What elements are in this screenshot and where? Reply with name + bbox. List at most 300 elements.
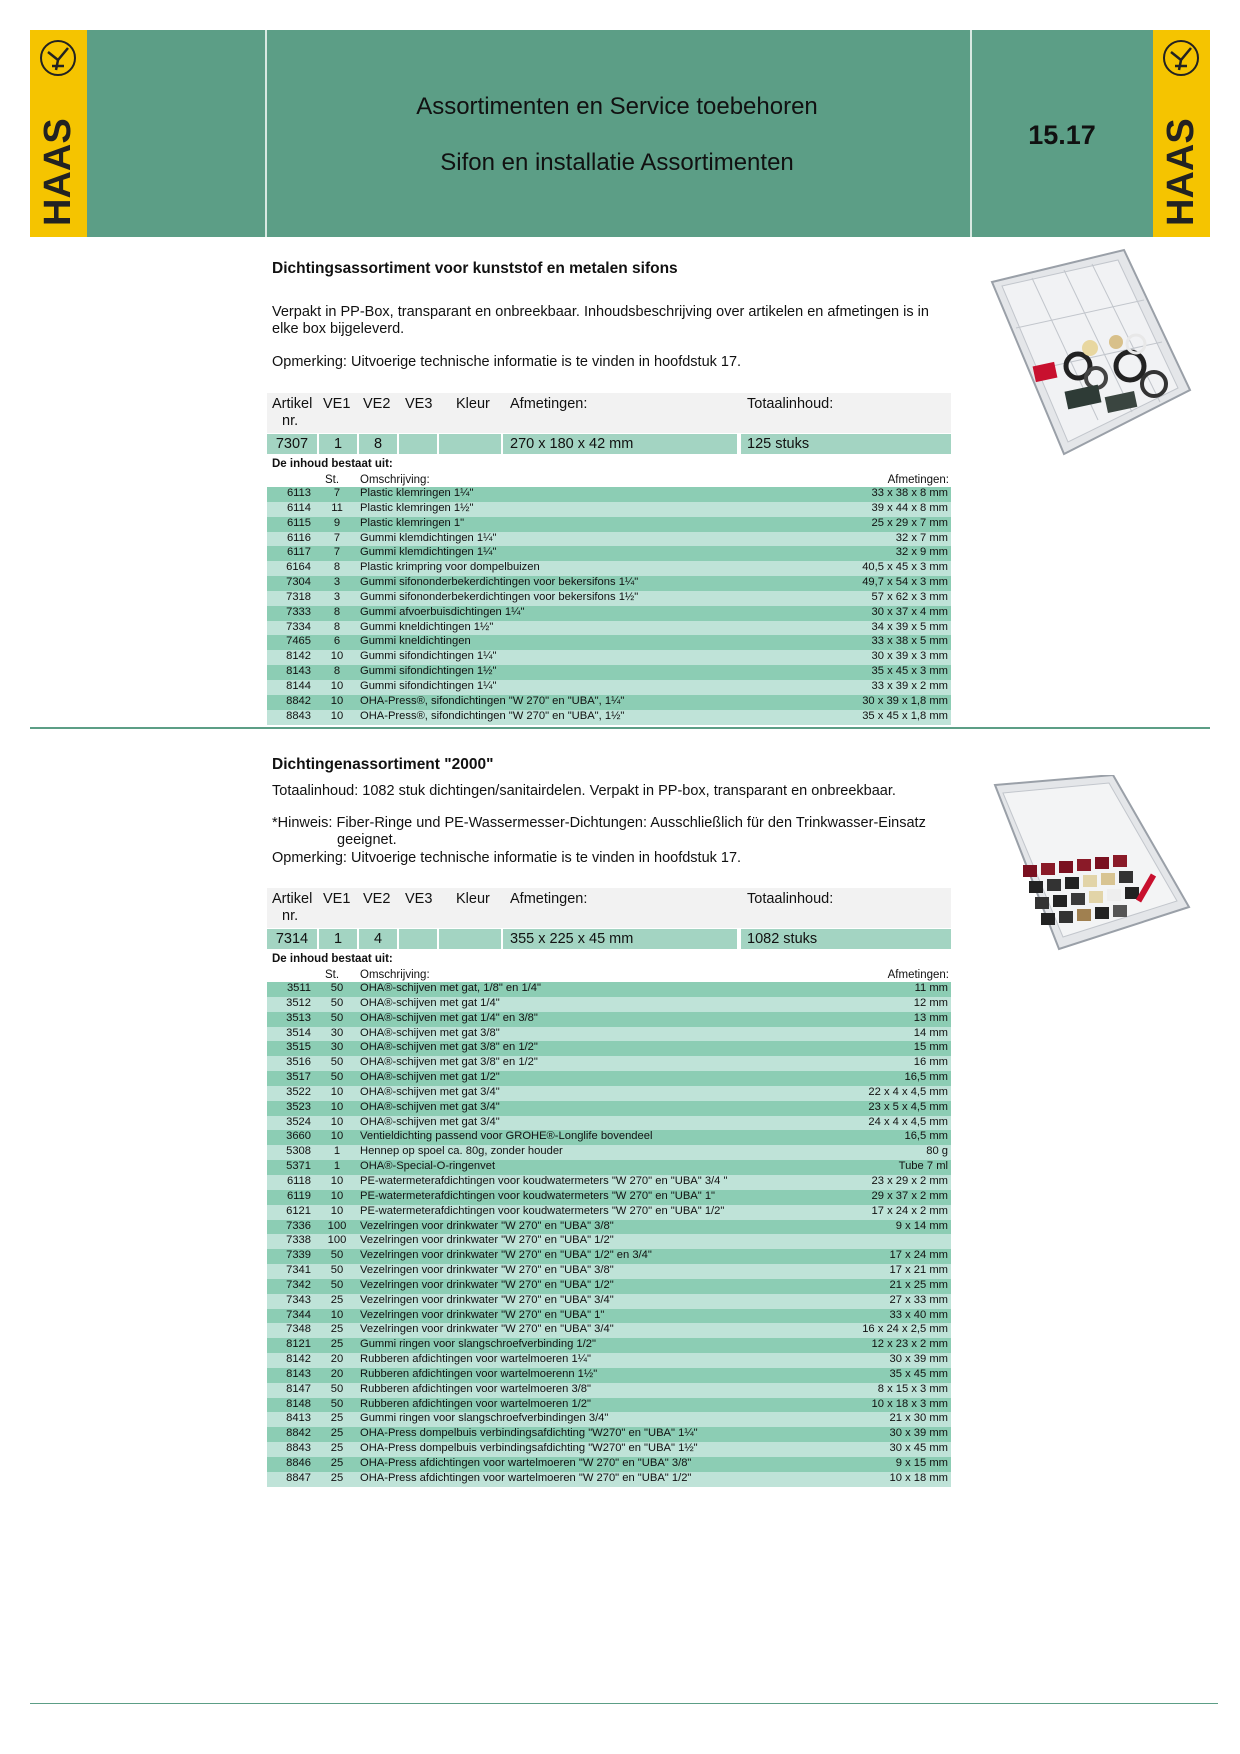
col-ve2: VE2 [363, 891, 391, 907]
item-quantity: 10 [317, 1309, 357, 1324]
item-quantity: 30 [317, 1027, 357, 1042]
spec-header [267, 393, 951, 433]
product-description: Totaalinhoud: 1082 stuk dichtingen/sanitairdelen. Verpakt in PP-box, transparant en onbreekbaar. [272, 783, 896, 799]
col-totaal: Totaalinhoud: [747, 891, 834, 907]
item-number: 8143 [267, 1368, 317, 1383]
item-description: Rubberen afdichtingen voor wartelmoeren 3/8" [357, 1383, 827, 1398]
item-quantity: 8 [317, 606, 357, 621]
product-hint [272, 815, 952, 849]
item-quantity: 11 [317, 502, 357, 517]
item-dimensions: 35 x 45 x 1,8 mm [827, 710, 951, 725]
item-quantity: 10 [317, 1130, 357, 1145]
item-description: Vezelringen voor drinkwater "W 270" en "UBA" 1/2" en 3/4" [357, 1249, 827, 1264]
item-quantity: 50 [317, 1071, 357, 1086]
item-description: Plastic klemringen 1¼" [357, 487, 827, 502]
item-quantity: 25 [317, 1442, 357, 1457]
item-dimensions: 23 x 29 x 2 mm [827, 1175, 951, 1190]
item-description: OHA®-schijven met gat, 1/8" en 1/4" [357, 982, 827, 997]
product-photo-sifon-box [986, 248, 1196, 460]
table-row [267, 1086, 951, 1101]
item-quantity: 50 [317, 1398, 357, 1413]
item-dimensions: 33 x 39 x 2 mm [827, 680, 951, 695]
item-dimensions: 21 x 25 mm [827, 1279, 951, 1294]
item-dimensions: 10 x 18 mm [827, 1472, 951, 1487]
table-row [267, 1249, 951, 1264]
item-number: 3660 [267, 1130, 317, 1145]
item-quantity: 50 [317, 1012, 357, 1027]
table-row [267, 1442, 951, 1457]
item-description: Ventieldichting passend voor GROHE®-Longlife bovendeel [357, 1130, 827, 1145]
item-number: 7318 [267, 591, 317, 606]
item-quantity: 50 [317, 1383, 357, 1398]
item-dimensions: 9 x 15 mm [827, 1457, 951, 1472]
item-dimensions: 49,7 x 54 x 3 mm [827, 576, 951, 591]
item-description: Gummi afvoerbuisdichtingen 1¼" [357, 606, 827, 621]
table-row [267, 1368, 951, 1383]
item-number: 6119 [267, 1190, 317, 1205]
table-row [267, 591, 951, 606]
item-number: 8842 [267, 1427, 317, 1442]
table-row [267, 1101, 951, 1116]
item-quantity: 8 [317, 621, 357, 636]
item-description: Vezelringen voor drinkwater "W 270" en "UBA" 3/8" [357, 1220, 827, 1235]
item-dimensions: Tube 7 ml [827, 1160, 951, 1175]
item-quantity: 3 [317, 591, 357, 606]
item-description: Vezelringen voor drinkwater "W 270" en "UBA" 1/2" [357, 1279, 827, 1294]
item-number: 8847 [267, 1472, 317, 1487]
item-dimensions: 57 x 62 x 3 mm [827, 591, 951, 606]
item-description: OHA-Press dompelbuis verbindingsafdichting "W270" en "UBA" 1½" [357, 1442, 827, 1457]
item-number: 8148 [267, 1398, 317, 1413]
item-description: Gummi kneldichtingen 1½" [357, 621, 827, 636]
spec-artikel: 7307 [267, 434, 317, 454]
item-number: 8142 [267, 1353, 317, 1368]
item-quantity: 10 [317, 1205, 357, 1220]
col-afmetingen: Afmetingen: [887, 969, 949, 981]
item-dimensions: 16 x 24 x 2,5 mm [827, 1323, 951, 1338]
spec-row [267, 929, 951, 949]
item-description: Gummi klemdichtingen 1¼" [357, 546, 827, 561]
item-dimensions: 30 x 45 mm [827, 1442, 951, 1457]
item-number: 3515 [267, 1041, 317, 1056]
item-number: 7339 [267, 1249, 317, 1264]
item-dimensions: 33 x 38 x 8 mm [827, 487, 951, 502]
item-description: OHA®-schijven met gat 1/4" [357, 997, 827, 1012]
page-number: 15.17 [1028, 120, 1096, 150]
spec-header [267, 888, 951, 928]
item-description: OHA®-schijven met gat 3/8" en 1/2" [357, 1056, 827, 1071]
table-row [267, 650, 951, 665]
item-description: PE-watermeterafdichtingen voor koudwatermeters "W 270" en "UBA" 3/4 " [357, 1175, 827, 1190]
item-description: Hennep op spoel ca. 80g, zonder houder [357, 1145, 827, 1160]
product-remark: Opmerking: Uitvoerige technische informatie is te vinden in hoofdstuk 17. [272, 354, 742, 370]
item-number: 8843 [267, 1442, 317, 1457]
item-description: Gummi ringen voor slangschroefverbinding 1/2" [357, 1338, 827, 1353]
item-quantity: 8 [317, 561, 357, 576]
item-dimensions: 27 x 33 mm [827, 1294, 951, 1309]
col-ve1: VE1 [323, 396, 351, 412]
item-quantity: 25 [317, 1338, 357, 1353]
table-row [267, 1027, 951, 1042]
item-description: Plastic klemringen 1" [357, 517, 827, 532]
item-number: 3522 [267, 1086, 317, 1101]
table-row [267, 710, 951, 725]
item-dimensions: 22 x 4 x 4,5 mm [827, 1086, 951, 1101]
item-number: 3523 [267, 1101, 317, 1116]
table-row [267, 532, 951, 547]
table-row [267, 517, 951, 532]
table-row [267, 1012, 951, 1027]
item-number: 8142 [267, 650, 317, 665]
contents-table [267, 487, 951, 725]
table-row [267, 1041, 951, 1056]
table-row [267, 1130, 951, 1145]
col-ve3: VE3 [405, 891, 433, 907]
item-dimensions: 33 x 40 mm [827, 1309, 951, 1324]
contents-table [267, 982, 951, 1487]
item-quantity: 7 [317, 532, 357, 547]
spec-ve1: 1 [319, 929, 357, 949]
col-ve1: VE1 [323, 891, 351, 907]
col-afmetingen: Afmetingen: [510, 891, 588, 907]
item-quantity: 1 [317, 1160, 357, 1175]
table-row [267, 680, 951, 695]
item-number: 5371 [267, 1160, 317, 1175]
item-dimensions: 17 x 24 x 2 mm [827, 1205, 951, 1220]
table-row [267, 1472, 951, 1487]
col-kleur: Kleur [456, 891, 490, 907]
item-quantity: 1 [317, 1145, 357, 1160]
item-description: OHA®-schijven met gat 3/4" [357, 1086, 827, 1101]
item-quantity: 10 [317, 1086, 357, 1101]
item-quantity: 50 [317, 1056, 357, 1071]
item-quantity: 25 [317, 1294, 357, 1309]
item-dimensions: 33 x 38 x 5 mm [827, 635, 951, 650]
spec-totaal: 1082 stuks [741, 929, 951, 949]
item-description: Vezelringen voor drinkwater "W 270" en "UBA" 1" [357, 1309, 827, 1324]
item-number: 7344 [267, 1309, 317, 1324]
table-row [267, 1234, 951, 1249]
item-number: 3512 [267, 997, 317, 1012]
item-number: 7465 [267, 635, 317, 650]
item-dimensions: 32 x 7 mm [827, 532, 951, 547]
hint-line: *Hinweis: Fiber-Ringe und PE-Wassermesser-Dichtungen: Ausschließlich für den Trinkwasser-Einsatz [272, 815, 926, 831]
item-dimensions: 35 x 45 mm [827, 1368, 951, 1383]
item-number: 7348 [267, 1323, 317, 1338]
item-dimensions: 8 x 15 x 3 mm [827, 1383, 951, 1398]
item-quantity: 10 [317, 710, 357, 725]
item-number: 8842 [267, 695, 317, 710]
item-quantity: 10 [317, 1190, 357, 1205]
item-description: Gummi sifondichtingen 1½" [357, 665, 827, 680]
table-row [267, 1145, 951, 1160]
item-dimensions: 21 x 30 mm [827, 1412, 951, 1427]
contents-label: De inhoud bestaat uit: [272, 953, 393, 965]
item-number: 8846 [267, 1457, 317, 1472]
contents-columns [267, 473, 951, 487]
item-number: 7341 [267, 1264, 317, 1279]
section-title: Dichtingenassortiment "2000" [272, 756, 494, 773]
item-quantity: 25 [317, 1457, 357, 1472]
item-dimensions: 14 mm [827, 1027, 951, 1042]
item-description: Gummi sifondichtingen 1¼" [357, 650, 827, 665]
item-dimensions: 30 x 39 x 3 mm [827, 650, 951, 665]
spec-ve2: 8 [359, 434, 397, 454]
item-quantity: 10 [317, 1116, 357, 1131]
item-number: 6113 [267, 487, 317, 502]
item-description: Gummi ringen voor slangschroefverbindingen 3/4" [357, 1412, 827, 1427]
item-quantity: 10 [317, 680, 357, 695]
item-number: 6115 [267, 517, 317, 532]
spec-artikel: 7314 [267, 929, 317, 949]
item-quantity: 25 [317, 1412, 357, 1427]
product-photo-2000-box [993, 775, 1193, 951]
item-quantity: 50 [317, 1279, 357, 1294]
spec-row [267, 434, 951, 454]
item-description: PE-watermeterafdichtingen voor koudwatermeters "W 270" en "UBA" 1" [357, 1190, 827, 1205]
item-dimensions: 12 mm [827, 997, 951, 1012]
table-row [267, 606, 951, 621]
item-number: 6164 [267, 561, 317, 576]
table-row [267, 1427, 951, 1442]
item-quantity: 50 [317, 997, 357, 1012]
table-row [267, 1071, 951, 1086]
item-dimensions: 39 x 44 x 8 mm [827, 502, 951, 517]
logo-wordmark: HAAS [1160, 118, 1202, 226]
item-description: Gummi klemdichtingen 1¼" [357, 532, 827, 547]
item-dimensions: 16,5 mm [827, 1130, 951, 1145]
col-afmetingen: Afmetingen: [887, 474, 949, 486]
col-st: St. [325, 474, 340, 486]
col-artikel: Artikel [272, 396, 313, 412]
table-row [267, 621, 951, 636]
item-quantity: 100 [317, 1234, 357, 1249]
item-description: OHA-Press dompelbuis verbindingsafdichting "W270" en "UBA" 1¼" [357, 1427, 827, 1442]
item-description: Vezelringen voor drinkwater "W 270" en "UBA" 3/4" [357, 1294, 827, 1309]
spec-ve2: 4 [359, 929, 397, 949]
item-quantity: 7 [317, 487, 357, 502]
table-row [267, 1056, 951, 1071]
item-number: 8144 [267, 680, 317, 695]
item-quantity: 20 [317, 1368, 357, 1383]
item-dimensions: 80 g [827, 1145, 951, 1160]
item-description: Vezelringen voor drinkwater "W 270" en "UBA" 3/4" [357, 1323, 827, 1338]
table-row [267, 1205, 951, 1220]
item-quantity: 25 [317, 1427, 357, 1442]
item-number: 7342 [267, 1279, 317, 1294]
item-number: 6117 [267, 546, 317, 561]
item-dimensions: 30 x 39 x 1,8 mm [827, 695, 951, 710]
item-description: OHA®-schijven met gat 3/4" [357, 1116, 827, 1131]
item-dimensions: 13 mm [827, 1012, 951, 1027]
item-description: OHA-Press afdichtingen voor wartelmoeren "W 270" en "UBA" 1/2" [357, 1472, 827, 1487]
col-afmetingen: Afmetingen: [510, 396, 588, 412]
table-row [267, 1175, 951, 1190]
item-description: Gummi sifononderbekerdichtingen voor bekersifons 1¼" [357, 576, 827, 591]
header-divider [265, 30, 267, 237]
item-number: 3511 [267, 982, 317, 997]
item-dimensions: 17 x 21 mm [827, 1264, 951, 1279]
item-number: 3516 [267, 1056, 317, 1071]
table-row [267, 1220, 951, 1235]
item-dimensions: 35 x 45 x 3 mm [827, 665, 951, 680]
contents-label: De inhoud bestaat uit: [272, 458, 393, 470]
item-number: 6121 [267, 1205, 317, 1220]
haas-logo [30, 30, 87, 237]
item-number: 3513 [267, 1012, 317, 1027]
item-quantity: 8 [317, 665, 357, 680]
item-dimensions: 30 x 39 mm [827, 1427, 951, 1442]
product-remark: Opmerking: Uitvoerige technische informatie is te vinden in hoofdstuk 17. [272, 850, 742, 866]
item-number: 8121 [267, 1338, 317, 1353]
table-row [267, 1309, 951, 1324]
item-description: PE-watermeterafdichtingen voor koudwatermeters "W 270" en "UBA" 1/2" [357, 1205, 827, 1220]
table-row [267, 1338, 951, 1353]
spec-ve3 [399, 929, 437, 949]
table-row [267, 1398, 951, 1413]
item-number: 7336 [267, 1220, 317, 1235]
item-dimensions: 10 x 18 x 3 mm [827, 1398, 951, 1413]
item-quantity: 10 [317, 695, 357, 710]
table-row [267, 487, 951, 502]
item-number: 6116 [267, 532, 317, 547]
item-number: 8143 [267, 665, 317, 680]
table-row [267, 1457, 951, 1472]
col-ve3: VE3 [405, 396, 433, 412]
item-number: 5308 [267, 1145, 317, 1160]
table-row [267, 1294, 951, 1309]
item-quantity: 50 [317, 982, 357, 997]
col-nr: nr. [282, 908, 299, 924]
item-dimensions: 25 x 29 x 7 mm [827, 517, 951, 532]
col-artikel: Artikel [272, 891, 313, 907]
item-dimensions: 11 mm [827, 982, 951, 997]
item-description: Gummi sifononderbekerdichtingen voor bekersifons 1½" [357, 591, 827, 606]
item-quantity: 10 [317, 1101, 357, 1116]
page-header [30, 30, 1210, 237]
item-dimensions: 16 mm [827, 1056, 951, 1071]
item-dimensions: 34 x 39 x 5 mm [827, 621, 951, 636]
col-st: St. [325, 969, 340, 981]
item-dimensions: 30 x 39 mm [827, 1353, 951, 1368]
item-dimensions: 12 x 23 x 2 mm [827, 1338, 951, 1353]
item-quantity: 25 [317, 1472, 357, 1487]
item-description: Rubberen afdichtingen voor wartelmoerenn 1½" [357, 1368, 827, 1383]
item-dimensions: 17 x 24 mm [827, 1249, 951, 1264]
table-row [267, 665, 951, 680]
item-number: 3517 [267, 1071, 317, 1086]
item-number: 3514 [267, 1027, 317, 1042]
item-description: OHA®-schijven met gat 1/2" [357, 1071, 827, 1086]
item-description: OHA-Press®, sifondichtingen "W 270" en "UBA", 1½" [357, 710, 827, 725]
item-dimensions: 9 x 14 mm [827, 1220, 951, 1235]
item-number: 7338 [267, 1234, 317, 1249]
table-row [267, 1264, 951, 1279]
item-description: Plastic klemringen 1½" [357, 502, 827, 517]
spec-kleur [439, 929, 501, 949]
item-description: Plastic krimpring voor dompelbuizen [357, 561, 827, 576]
spec-ve3 [399, 434, 437, 454]
item-description: Vezelringen voor drinkwater "W 270" en "UBA" 1/2" [357, 1234, 827, 1249]
item-quantity: 10 [317, 650, 357, 665]
col-kleur: Kleur [456, 396, 490, 412]
item-number: 8413 [267, 1412, 317, 1427]
item-description: OHA®-schijven met gat 3/4" [357, 1101, 827, 1116]
logo-wordmark: HAAS [37, 118, 79, 226]
col-omschrijving: Omschrijving: [360, 474, 430, 486]
header-title: Assortimenten en Service toebehoren [416, 93, 818, 120]
item-description: OHA®-schijven met gat 1/4" en 3/8" [357, 1012, 827, 1027]
contents-columns [267, 968, 951, 982]
spec-totaal: 125 stuks [741, 434, 951, 454]
item-description: Rubberen afdichtingen voor wartelmoeren 1/2" [357, 1398, 827, 1413]
table-row [267, 561, 951, 576]
item-dimensions: 16,5 mm [827, 1071, 951, 1086]
col-totaal: Totaalinhoud: [747, 396, 834, 412]
footer-rule [30, 1703, 1218, 1704]
table-row [267, 1323, 951, 1338]
haas-logo [1153, 30, 1210, 237]
item-number: 7304 [267, 576, 317, 591]
item-quantity: 50 [317, 1249, 357, 1264]
product-description: Verpakt in PP-Box, transparant en onbreekbaar. Inhoudsbeschrijving over artikelen en afmetingen is in elke box bijgeleverd. [272, 304, 929, 337]
table-row [267, 982, 951, 997]
table-row [267, 1279, 951, 1294]
item-description: OHA®-Special-O-ringenvet [357, 1160, 827, 1175]
item-dimensions: 23 x 5 x 4,5 mm [827, 1101, 951, 1116]
item-dimensions: 29 x 37 x 2 mm [827, 1190, 951, 1205]
item-number: 7334 [267, 621, 317, 636]
item-quantity: 50 [317, 1264, 357, 1279]
item-number: 7333 [267, 606, 317, 621]
item-quantity: 3 [317, 576, 357, 591]
section-divider [30, 727, 1210, 729]
spec-ve1: 1 [319, 434, 357, 454]
col-nr: nr. [282, 413, 299, 429]
item-description: OHA®-schijven met gat 3/8" [357, 1027, 827, 1042]
item-dimensions: 32 x 9 mm [827, 546, 951, 561]
item-quantity: 9 [317, 517, 357, 532]
item-dimensions: 24 x 4 x 4,5 mm [827, 1116, 951, 1131]
section-title: Dichtingsassortiment voor kunststof en metalen sifons [272, 260, 678, 277]
item-dimensions: 40,5 x 45 x 3 mm [827, 561, 951, 576]
item-description: Gummi sifondichtingen 1¼" [357, 680, 827, 695]
item-quantity: 7 [317, 546, 357, 561]
table-row [267, 546, 951, 561]
item-quantity: 100 [317, 1220, 357, 1235]
spec-kleur [439, 434, 501, 454]
table-row [267, 695, 951, 710]
table-row [267, 997, 951, 1012]
table-row [267, 502, 951, 517]
item-description: OHA-Press afdichtingen voor wartelmoeren "W 270" en "UBA" 3/8" [357, 1457, 827, 1472]
item-description: Rubberen afdichtingen voor wartelmoeren 1¼" [357, 1353, 827, 1368]
item-number: 6114 [267, 502, 317, 517]
table-row [267, 1160, 951, 1175]
table-row [267, 1353, 951, 1368]
item-number: 8843 [267, 710, 317, 725]
item-quantity: 30 [317, 1041, 357, 1056]
item-quantity: 20 [317, 1353, 357, 1368]
table-row [267, 635, 951, 650]
item-quantity: 25 [317, 1323, 357, 1338]
item-number: 7343 [267, 1294, 317, 1309]
table-row [267, 1412, 951, 1427]
hint-line: geeignet. [337, 832, 397, 848]
table-row [267, 1383, 951, 1398]
item-dimensions: 15 mm [827, 1041, 951, 1056]
col-omschrijving: Omschrijving: [360, 969, 430, 981]
